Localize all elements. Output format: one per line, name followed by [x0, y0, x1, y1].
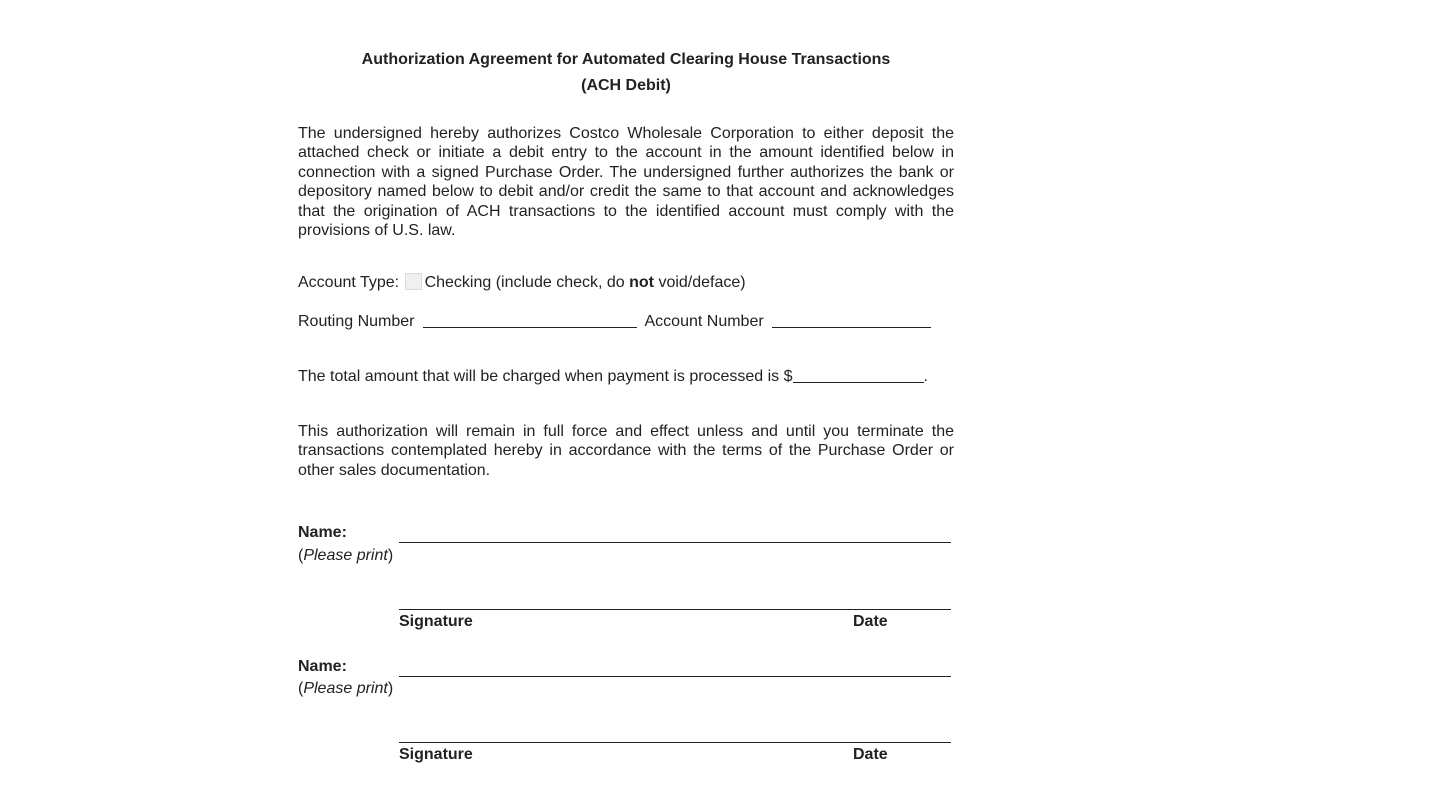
routing-number-field[interactable] — [423, 313, 637, 328]
signature-caption: Signature — [399, 746, 473, 763]
signature-date-line[interactable] — [399, 742, 951, 743]
terms-paragraph: This authorization will remain in full force and effect unless and until you terminate the transactions contemplated hereby in accordance with the terms of the Purchase Order or other sales documentation. — [298, 423, 954, 479]
intro-paragraph: The undersigned hereby authorizes Costco Wholesale Corporation to either deposit the attached check or initiate a debit entry to the account in the amount identified below in connection with a signed Purchase Order. The undersigned further authorizes the bank or depository named below to debit and/or credit the same to that account and acknowledges that the origination of ACH transactions to the identified account must comply with the provisions of U.S. law. — [298, 125, 954, 240]
account-number-field[interactable] — [772, 313, 931, 328]
please-print-hint: (Please print) — [298, 547, 394, 564]
account-type-label: Account Type: — [298, 274, 400, 291]
total-amount-label: The total amount that will be charged when payment is processed is $ — [298, 368, 793, 385]
form-subtitle: (ACH Debit) — [581, 77, 671, 94]
name-label: Name: — [298, 658, 347, 675]
checking-option-label: Checking (include check, do not void/deface) — [424, 274, 746, 291]
account-number-label: Account Number — [644, 313, 764, 330]
checking-checkbox[interactable] — [405, 273, 422, 290]
account-type-row — [298, 273, 746, 292]
name-print-line[interactable] — [399, 676, 951, 677]
form-title: Authorization Agreement for Automated Clearing House Transactions — [361, 51, 891, 68]
total-amount-row — [298, 368, 928, 386]
date-caption: Date — [853, 746, 888, 763]
ach-authorization-form — [298, 0, 954, 810]
signature-date-line[interactable] — [399, 609, 951, 610]
total-amount-field[interactable] — [793, 368, 924, 383]
date-caption: Date — [853, 613, 888, 630]
name-label: Name: — [298, 524, 347, 541]
signature-caption: Signature — [399, 613, 473, 630]
bank-numbers-row — [298, 313, 931, 331]
total-amount-period: . — [923, 368, 928, 385]
routing-number-label: Routing Number — [298, 313, 415, 330]
name-print-line[interactable] — [399, 542, 951, 543]
please-print-hint: (Please print) — [298, 680, 394, 697]
